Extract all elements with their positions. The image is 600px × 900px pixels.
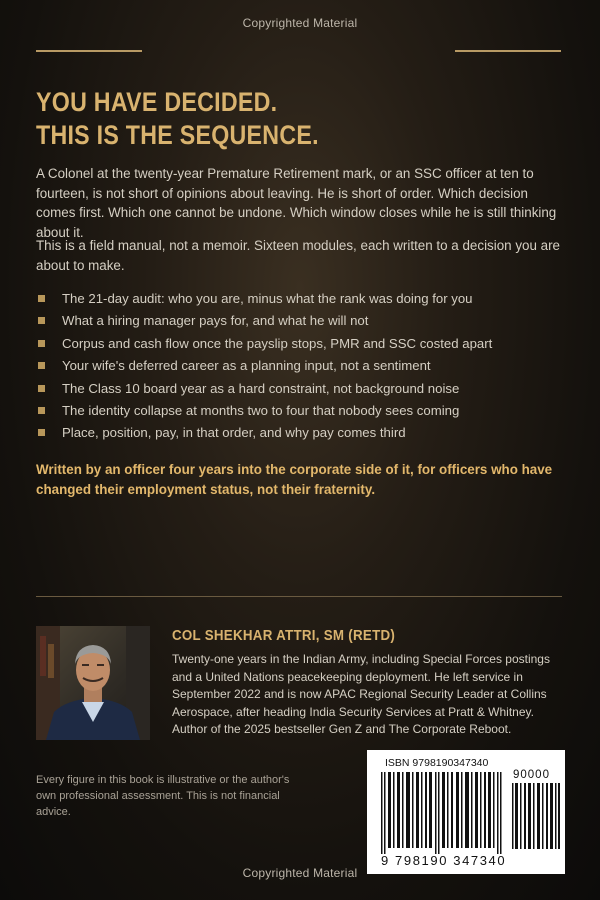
headline-line-1: YOU HAVE DECIDED. (36, 87, 278, 117)
bullet-text: What a hiring manager pays for, and what he will not (62, 313, 369, 329)
bullet-text: The Class 10 board year as a hard constraint, not background noise (62, 380, 460, 396)
bullet-square-icon (38, 407, 45, 414)
list-item (36, 378, 566, 400)
bullet-text: Place, position, pay, in that order, and why pay comes third (62, 425, 406, 441)
list-item (36, 288, 566, 310)
module-bullet-list (36, 288, 566, 445)
watermark-bottom: Copyrighted Material (242, 866, 358, 880)
list-item (36, 310, 566, 332)
headline-line-2: THIS IS THE SEQUENCE. (36, 120, 319, 150)
author-bio: Twenty-one years in the Indian Army, including Special Forces postings and a United Nations peacekeeping deployment. He left service in September 2022 and is now APAC Regional Security Leader at Collins Aerospace, after heading India Security Services at Pratt & Whitney. Author of the 2025 bestseller Gen Z and The Corporate Reboot. (172, 652, 550, 736)
list-item (36, 400, 566, 422)
bullet-text: Your wife's deferred career as a planning input, not a sentiment (62, 358, 431, 374)
top-rule-right (455, 50, 561, 52)
top-rule-left (36, 50, 142, 52)
price-addon-barcode-bars (511, 783, 561, 849)
section-divider (36, 596, 562, 597)
watermark-top: Copyrighted Material (242, 16, 358, 30)
bullet-square-icon (38, 362, 45, 369)
isbn-digits: 9 798190 347340 (381, 853, 507, 868)
list-item (36, 355, 566, 377)
author-name: COL SHEKHAR ATTRI, SM (RETD) (172, 628, 396, 644)
isbn-label: ISBN 9798190347340 (385, 757, 489, 769)
author-portrait-illustration (36, 626, 150, 740)
list-item (36, 333, 566, 355)
bullet-text: The 21-day audit: who you are, minus what the rank was doing for you (62, 291, 473, 306)
financial-disclaimer: Every figure in this book is illustrative or the author's own professional assessment. This is not financial advice. (36, 774, 290, 818)
bullet-square-icon (38, 385, 45, 392)
isbn-barcode-box (367, 750, 565, 874)
list-item (36, 422, 566, 444)
intro-paragraph-2: This is a field manual, not a memoir. Sixteen modules, each written to a decision you are about to make. (36, 238, 560, 273)
bullet-square-icon (38, 317, 45, 324)
bullet-square-icon (38, 340, 45, 347)
bullet-square-icon (38, 429, 45, 436)
intro-paragraph-1: A Colonel at the twenty-year Premature Retirement mark, or an SSC officer at ten to fourteen, is not short of opinions about leaving. He is short of order. Which decision comes first. Which one cannot be undone. Which window closes while he is still thinking about it. (36, 166, 557, 240)
back-cover-headline (36, 86, 483, 152)
author-photo (36, 626, 150, 740)
bullet-text: Corpus and cash flow once the payslip stops, PMR and SSC costed apart (62, 335, 493, 351)
bullet-text: The identity collapse at months two to four that nobody sees coming (62, 403, 460, 419)
closing-statement: Written by an officer four years into the corporate side of it, for officers who have changed their employment status, not their fraternity. (36, 462, 553, 497)
ean13-barcode-bars (379, 772, 503, 854)
bullet-square-icon (38, 295, 45, 302)
price-code: 90000 (513, 769, 550, 781)
